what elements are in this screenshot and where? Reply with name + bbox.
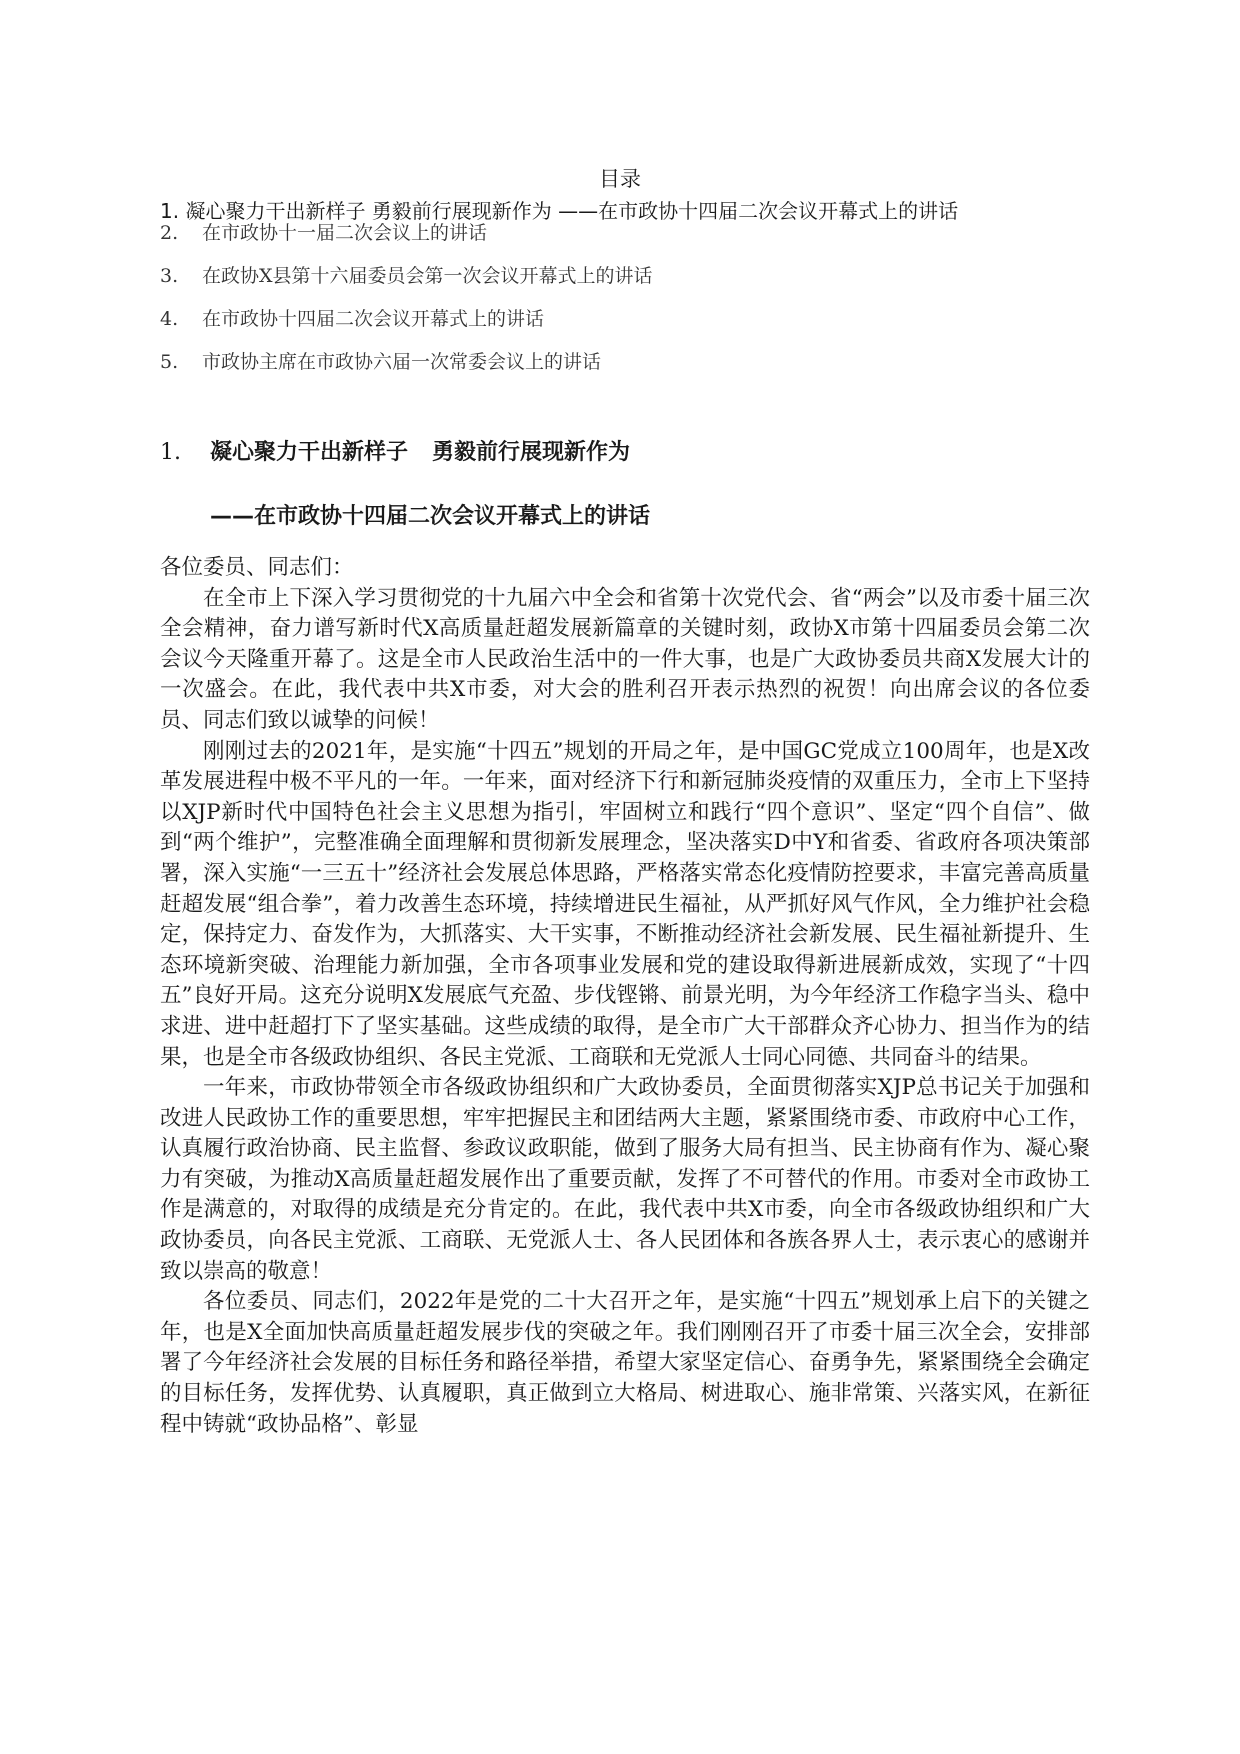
- toc-entry-2[interactable]: [160, 219, 487, 247]
- paragraph: 刚刚过去的2021年，是实施“十四五”规划的开局之年，是中国GC党成立100周年，也是X改革发展进程中极不平凡的一年。一年来，面对经济下行和新冠肺炎疫情的双重压力，全市上下坚持以XJP新时代中国特色社会主义思想为指引，牢固树立和践行“四个意识”、坚定“四个自信”、做到“两个维护”，完整准确全面理解和贯彻新发展理念，坚决落实D中Y和省委、省政府各项决策部署，深入实施“一三五十”经济社会发展总体思路，严格落实常态化疫情防控要求，丰富完善高质量赶超发展“组合拳”，着力改善生态环境，持续增进民生福祉，从严抓好风气作风，全力维护社会稳定，保持定力、奋发作为，大抓落实、大干实事，不断推动经济社会新发展、民生福祉新提升、生态环境新突破、治理能力新加强，全市各项事业发展和党的建设取得新进展新成效，实现了“十四五”良好开局。这充分说明X发展底气充盈、步伐铿锵、前景光明，为今年经济工作稳字当头、稳中求进、进中赶超打下了坚实基础。这些成绩的取得，是全市广大干部群众齐心协力、担当作为的结果，也是全市各级政协组织、各民主党派、工商联和无党派人士同心同德、共同奋斗的结果。: [160, 738, 1090, 1070]
- article-body: [160, 553, 1090, 1440]
- toc-entry-number: 4.: [160, 308, 179, 330]
- toc-entry-text: 在市政协十四届二次会议开幕式上的讲话: [202, 308, 545, 330]
- article-number: 1.: [160, 440, 181, 465]
- toc-entry-5[interactable]: [160, 348, 601, 376]
- article-title-part2: 勇毅前行展现新作为: [432, 440, 631, 465]
- toc-entry-number: 3.: [160, 265, 179, 287]
- toc-entry-4[interactable]: [160, 305, 544, 333]
- salutation: 各位委员、同志们：: [160, 555, 354, 580]
- article-title-part1: 凝心聚力干出新样子: [210, 440, 409, 465]
- paragraph: 在全市上下深入学习贯彻党的十九届六中全会和省第十次党代会、省“两会”以及市委十届三次全会精神，奋力谱写新时代X高质量赶超发展新篇章的关键时刻，政协X市第十四届委员会第二次会议今天隆重开幕了。这是全市人民政治生活中的一件大事，也是广大政协委员共商X发展大计的一次盛会。在此，我代表中共X市委，对大会的胜利召开表示热烈的祝贺！向出席会议的各位委员、同志们致以诚挚的问候！: [160, 585, 1090, 733]
- toc-entry-number: 5.: [160, 351, 179, 373]
- article-heading: [160, 437, 630, 469]
- toc-title: 目录: [599, 167, 641, 191]
- toc-entry-3[interactable]: [160, 262, 653, 290]
- toc-entry-text: 在市政协十一届二次会议上的讲话: [202, 222, 488, 244]
- toc-entry-1[interactable]: 1. 凝心聚力干出新样子 勇毅前行展现新作为 ——在市政协十四届二次会议开幕式上的讲话: [160, 199, 959, 223]
- toc-entry-text: 市政协主席在市政协六届一次常委会议上的讲话: [202, 351, 602, 373]
- article-subtitle: ——在市政协十四届二次会议开幕式上的讲话: [210, 504, 651, 529]
- toc-entry-number: 2.: [160, 222, 179, 244]
- paragraph: 一年来，市政协带领全市各级政协组织和广大政协委员，全面贯彻落实XJP总书记关于加强和改进人民政协工作的重要思想，牢牢把握民主和团结两大主题，紧紧围绕市委、市政府中心工作，认真履行政治协商、民主监督、参政议政职能，做到了服务大局有担当、民主协商有作为、凝心聚力有突破，为推动X高质量赶超发展作出了重要贡献，发挥了不可替代的作用。市委对全市政协工作是满意的，对取得的成绩是充分肯定的。在此，我代表中共X市委，向全市各级政协组织和广大政协委员，向各民主党派、工商联、无党派人士、各人民团体和各族各界人士，表示衷心的感谢并致以崇高的敬意！: [160, 1075, 1090, 1284]
- paragraph: 各位委员、同志们，2022年是党的二十大召开之年，是实施“十四五”规划承上启下的关键之年，也是X全面加快高质量赶超发展步伐的突破之年。我们刚刚召开了市委十届三次全会，安排部署了今年经济社会发展的目标任务和路径举措，希望大家坚定信心、奋勇争先，紧紧围绕全会确定的目标任务，发挥优势、认真履职，真正做到立大格局、树进取心、施非常策、兴落实风，在新征程中铸就“政协品格”、彰显: [160, 1289, 1090, 1437]
- toc-entry-text: 在政协X县第十六届委员会第一次会议开幕式上的讲话: [202, 265, 653, 287]
